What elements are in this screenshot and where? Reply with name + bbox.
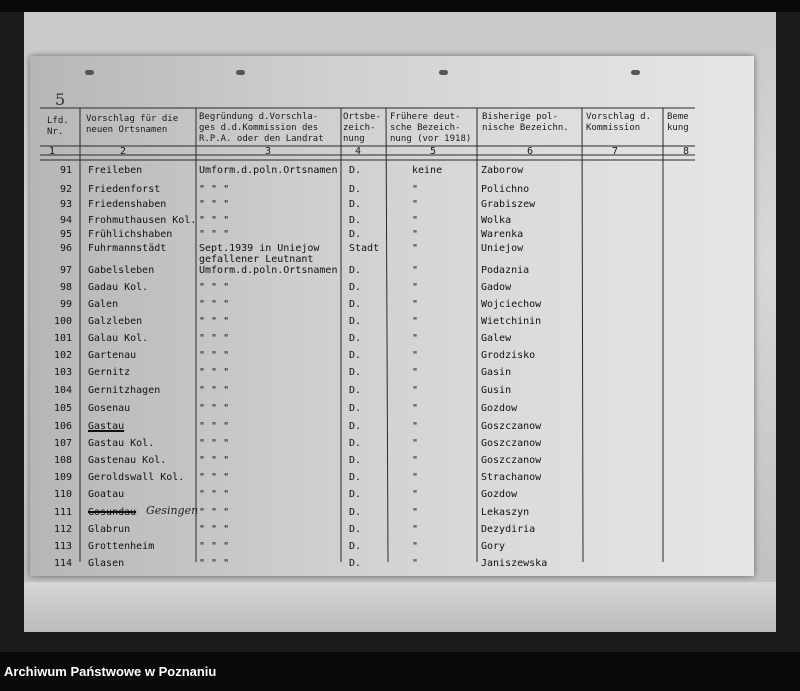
place-type: Stadt bbox=[349, 243, 380, 254]
place-type: D. bbox=[349, 165, 362, 176]
place-type: D. bbox=[349, 215, 362, 226]
previous-name: " bbox=[412, 489, 419, 500]
previous-name: " bbox=[412, 541, 419, 552]
header-polish: Bisherige pol- nische Bezeichn. bbox=[482, 112, 569, 133]
reason: " " " bbox=[199, 455, 230, 466]
place-type: D. bbox=[349, 507, 362, 518]
proposed-name: Galzleben bbox=[88, 316, 143, 327]
previous-name: " bbox=[412, 184, 419, 195]
polish-name: Lekaszyn bbox=[481, 507, 530, 518]
place-type: D. bbox=[349, 558, 362, 569]
header-remarks: Beme kung bbox=[667, 112, 689, 133]
reason: " " " bbox=[199, 489, 230, 500]
column-number: 3 bbox=[265, 146, 272, 157]
reason: " " " bbox=[199, 472, 230, 483]
previous-name: " bbox=[412, 215, 419, 226]
place-type: D. bbox=[349, 421, 362, 432]
proposed-name: Gosundau bbox=[88, 507, 137, 518]
header-previous: Frühere deut- sche Bezeich- nung (vor 1918) bbox=[390, 112, 472, 144]
previous-name: " bbox=[412, 421, 419, 432]
table-row bbox=[0, 243, 800, 263]
place-type: D. bbox=[349, 455, 362, 466]
row-number: 98 bbox=[59, 282, 72, 293]
row-number: 110 bbox=[53, 489, 72, 500]
polish-name: Gadow bbox=[481, 282, 512, 293]
proposed-name: Goatau bbox=[88, 489, 125, 500]
proposed-name: Glasen bbox=[88, 558, 125, 569]
polish-name: Wojciechow bbox=[481, 299, 542, 310]
table-row bbox=[0, 403, 800, 423]
place-type: D. bbox=[349, 299, 362, 310]
previous-name: " bbox=[412, 350, 419, 361]
proposed-name: Galau Kol. bbox=[88, 333, 149, 344]
archive-caption: Archiwum Państwowe w Poznaniu bbox=[4, 664, 217, 679]
reason: " " " bbox=[199, 558, 230, 569]
polish-name: Gory bbox=[481, 541, 506, 552]
polish-name: Goszczanow bbox=[481, 455, 542, 466]
proposed-name: Frühlichshaben bbox=[88, 229, 173, 240]
punch-hole-mark bbox=[631, 70, 640, 75]
polish-name: Dezydiria bbox=[481, 524, 536, 535]
reason-continued: gefallener Leutnant bbox=[199, 254, 314, 265]
reason: " " " bbox=[199, 541, 230, 552]
reason: " " " bbox=[199, 438, 230, 449]
row-number: 99 bbox=[59, 299, 72, 310]
proposed-name: Grottenheim bbox=[88, 541, 155, 552]
reason: " " " bbox=[199, 215, 230, 226]
table-row bbox=[0, 165, 800, 185]
header-nr: Lfd. Nr. bbox=[47, 116, 69, 137]
proposed-name: Gastau bbox=[88, 421, 125, 432]
reason: " " " bbox=[199, 367, 230, 378]
proposed-name: Gernitzhagen bbox=[88, 385, 161, 396]
place-type: D. bbox=[349, 350, 362, 361]
previous-name: " bbox=[412, 403, 419, 414]
reason: " " " bbox=[199, 229, 230, 240]
polish-name: Warenka bbox=[481, 229, 524, 240]
polish-name: Polichno bbox=[481, 184, 530, 195]
row-number: 93 bbox=[59, 199, 72, 210]
proposed-name: Gosenau bbox=[88, 403, 131, 414]
polish-name: Grabiszew bbox=[481, 199, 536, 210]
place-type: D. bbox=[349, 316, 362, 327]
proposed-name: Freileben bbox=[88, 165, 143, 176]
place-type: D. bbox=[349, 472, 362, 483]
row-number: 109 bbox=[53, 472, 72, 483]
place-type: D. bbox=[349, 385, 362, 396]
polish-name: Wietchinin bbox=[481, 316, 542, 327]
polish-name: Grodzisko bbox=[481, 350, 536, 361]
reason: Umform.d.poln.Ortsnamen bbox=[199, 165, 338, 176]
proposed-name: Gernitz bbox=[88, 367, 131, 378]
previous-name: " bbox=[412, 438, 419, 449]
header-type: Ortsbe- zeich- nung bbox=[343, 112, 381, 144]
polish-name: Gusin bbox=[481, 385, 512, 396]
proposed-name: Gartenau bbox=[88, 350, 137, 361]
polish-name: Gozdow bbox=[481, 403, 518, 414]
column-number: 7 bbox=[612, 146, 619, 157]
reason: " " " bbox=[199, 316, 230, 327]
proposed-name: Gastenau Kol. bbox=[88, 455, 167, 466]
previous-name: " bbox=[412, 229, 419, 240]
place-type: D. bbox=[349, 403, 362, 414]
table-row bbox=[0, 489, 800, 509]
column-number: 5 bbox=[430, 146, 437, 157]
polish-name: Podaznia bbox=[481, 265, 530, 276]
place-type: D. bbox=[349, 489, 362, 500]
place-type: D. bbox=[349, 333, 362, 344]
header-reason: Begründung d.Vorschla- ges d.d.Kommission des R.P.A. oder den Landrat bbox=[199, 112, 324, 144]
row-number: 107 bbox=[53, 438, 72, 449]
row-number: 112 bbox=[53, 524, 72, 535]
polish-name: Janiszewska bbox=[481, 558, 548, 569]
row-number: 106 bbox=[53, 421, 72, 432]
reason: " " " bbox=[199, 282, 230, 293]
place-type: D. bbox=[349, 438, 362, 449]
row-number: 114 bbox=[53, 558, 72, 569]
previous-name: " bbox=[412, 199, 419, 210]
place-type: D. bbox=[349, 184, 362, 195]
previous-name: " bbox=[412, 558, 419, 569]
row-number: 95 bbox=[59, 229, 72, 240]
reason: " " " bbox=[199, 184, 230, 195]
polish-name: Strachanow bbox=[481, 472, 542, 483]
polish-name: Wolka bbox=[481, 215, 512, 226]
previous-name: " bbox=[412, 367, 419, 378]
column-number: 1 bbox=[49, 146, 56, 157]
reason: " " " bbox=[199, 299, 230, 310]
column-number: 4 bbox=[355, 146, 362, 157]
proposed-name: Gabelsleben bbox=[88, 265, 155, 276]
polish-name: Gasin bbox=[481, 367, 512, 378]
reason: " " " bbox=[199, 403, 230, 414]
proposed-name: Geroldswall Kol. bbox=[88, 472, 185, 483]
table-row bbox=[0, 385, 800, 405]
previous-name: " bbox=[412, 507, 419, 518]
column-number: 6 bbox=[527, 146, 534, 157]
polish-name: Goszczanow bbox=[481, 421, 542, 432]
header-proposal: Vorschlag für die neuen Ortsnamen bbox=[86, 114, 179, 135]
punch-hole-mark bbox=[439, 70, 448, 75]
row-number: 102 bbox=[53, 350, 72, 361]
previous-name: " bbox=[412, 524, 419, 535]
place-type: D. bbox=[349, 541, 362, 552]
polish-name: Zaborow bbox=[481, 165, 524, 176]
row-number: 111 bbox=[53, 507, 72, 518]
header-commission: Vorschlag d. Kommission bbox=[586, 112, 652, 133]
proposed-name: Friedenforst bbox=[88, 184, 161, 195]
row-number: 96 bbox=[59, 243, 72, 254]
row-number: 97 bbox=[59, 265, 72, 276]
sheet-bottom-edge bbox=[24, 582, 776, 632]
reason: " " " bbox=[199, 385, 230, 396]
reason: " " " bbox=[199, 421, 230, 432]
place-type: D. bbox=[349, 524, 362, 535]
place-type: D. bbox=[349, 265, 362, 276]
polish-name: Goszczanow bbox=[481, 438, 542, 449]
table-row bbox=[0, 558, 800, 578]
previous-name: " bbox=[412, 455, 419, 466]
reason: Umform.d.poln.Ortsnamen bbox=[199, 265, 338, 276]
previous-name: " bbox=[412, 333, 419, 344]
proposed-name: Glabrun bbox=[88, 524, 131, 535]
polish-name: Galew bbox=[481, 333, 512, 344]
proposed-name: Friedenshaben bbox=[88, 199, 167, 210]
previous-name: " bbox=[412, 316, 419, 327]
column-number: 2 bbox=[120, 146, 127, 157]
punch-hole-mark bbox=[236, 70, 245, 75]
row-number: 104 bbox=[53, 385, 72, 396]
row-number: 113 bbox=[53, 541, 72, 552]
previous-name: " bbox=[412, 265, 419, 276]
reason: " " " bbox=[199, 524, 230, 535]
proposed-name: Fuhrmannstädt bbox=[88, 243, 167, 254]
place-type: D. bbox=[349, 282, 362, 293]
place-type: D. bbox=[349, 367, 362, 378]
proposed-name: Frohmuthausen Kol. bbox=[88, 215, 197, 226]
place-type: D. bbox=[349, 229, 362, 240]
place-type: D. bbox=[349, 199, 362, 210]
row-number: 103 bbox=[53, 367, 72, 378]
previous-name: " bbox=[412, 243, 419, 254]
row-number: 100 bbox=[53, 316, 72, 327]
page-corner-mark: 5 bbox=[55, 90, 66, 109]
proposed-name: Gadau Kol. bbox=[88, 282, 149, 293]
previous-name: keine bbox=[412, 165, 443, 176]
reason: Sept.1939 in Uniejow bbox=[199, 243, 320, 254]
row-number: 101 bbox=[53, 333, 72, 344]
proposed-name: Gastau Kol. bbox=[88, 438, 155, 449]
polish-name: Uniejow bbox=[481, 243, 524, 254]
reason: " " " bbox=[199, 199, 230, 210]
previous-name: " bbox=[412, 385, 419, 396]
reason: " " " bbox=[199, 333, 230, 344]
reason: " " " bbox=[199, 507, 230, 518]
previous-name: " bbox=[412, 472, 419, 483]
punch-hole-mark bbox=[85, 70, 94, 75]
row-number: 94 bbox=[59, 215, 72, 226]
previous-name: " bbox=[412, 282, 419, 293]
table-row bbox=[0, 367, 800, 387]
column-number: 8 bbox=[683, 146, 690, 157]
row-number: 92 bbox=[59, 184, 72, 195]
row-number: 105 bbox=[53, 403, 72, 414]
proposed-name: Galen bbox=[88, 299, 119, 310]
previous-name: " bbox=[412, 299, 419, 310]
handwritten-correction: Gesingen bbox=[146, 504, 199, 517]
reason: " " " bbox=[199, 350, 230, 361]
row-number: 91 bbox=[59, 165, 72, 176]
polish-name: Gozdow bbox=[481, 489, 518, 500]
row-number: 108 bbox=[53, 455, 72, 466]
